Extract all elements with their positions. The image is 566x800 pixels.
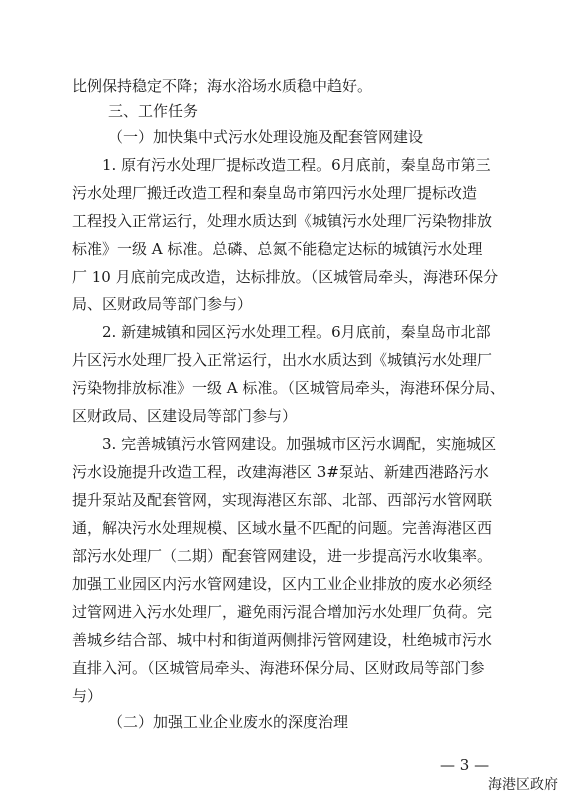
paragraph-line: 标准》一级 A 标准。总磷、总氮不能稳定达标的城镇污水处理 xyxy=(72,240,483,258)
paragraph-line: 3. 完善城镇污水管网建设。加强城市区污水调配，实施城区 xyxy=(102,435,497,453)
paragraph-line: 善城乡结合部、城中村和街道两侧排污管网建设，杜绝城市污水 xyxy=(72,631,493,649)
footer-label: 海港区政府 xyxy=(488,777,558,793)
subsection-heading: （一）加快集中式污水处理设施及配套管网建设 xyxy=(108,128,424,146)
paragraph-line: 直排入河。（区城管局牵头、海港环保分局、区财政局等部门参 xyxy=(72,659,485,677)
paragraph-line: 1. 原有污水处理厂提标改造工程。6月底前，秦皇岛市第三 xyxy=(102,156,491,174)
section-heading: 三、工作任务 xyxy=(108,102,199,120)
paragraph-line: 污水设施提升改造工程，改建海港区 3#泵站、新建西港路污水 xyxy=(72,463,489,481)
page-number: — 3 — xyxy=(440,756,490,774)
paragraph-line: 厂 10 月底前完成改造，达标排放。（区城管局牵头，海港环保分 xyxy=(72,268,499,286)
paragraph-line: 污染物排放标准》一级 A 标准。（区城管局牵头，海港环保分局、 xyxy=(72,379,505,397)
paragraph-line: 2. 新建城镇和园区污水处理工程。6月底前，秦皇岛市北部 xyxy=(102,323,491,341)
paragraph-line: 部污水处理厂（二期）配套管网建设，进一步提高污水收集率。 xyxy=(72,547,493,565)
paragraph-line: 污水处理厂搬迁改造工程和秦皇岛市第四污水处理厂提标改造 xyxy=(72,184,478,202)
text-line: 比例保持稳定不降；海水浴场水质稳中趋好。 xyxy=(72,77,373,95)
paragraph-line: 工程投入正常运行，处理水质达到《城镇污水处理厂污染物排放 xyxy=(72,212,493,230)
paragraph-line: 过管网进入污水处理厂，避免雨污混合增加污水处理厂负荷。完 xyxy=(72,603,493,621)
paragraph-line: 局、区财政局等部门参与） xyxy=(72,295,253,313)
subsection-heading: （二）加强工业企业废水的深度治理 xyxy=(108,713,349,731)
paragraph-line: 与） xyxy=(72,687,103,705)
paragraph-line: 提升泵站及配套管网，实现海港区东部、北部、西部污水管网联 xyxy=(72,491,493,509)
paragraph-line: 区财政局、区建设局等部门参与） xyxy=(72,407,298,425)
paragraph-line: 片区污水处理厂投入正常运行，出水水质达到《城镇污水处理厂 xyxy=(72,351,493,369)
paragraph-line: 加强工业园区内污水管网建设，区内工业企业排放的废水必须经 xyxy=(72,575,493,593)
paragraph-line: 通，解决污水处理规模、区域水量不匹配的问题。完善海港区西 xyxy=(72,519,493,537)
